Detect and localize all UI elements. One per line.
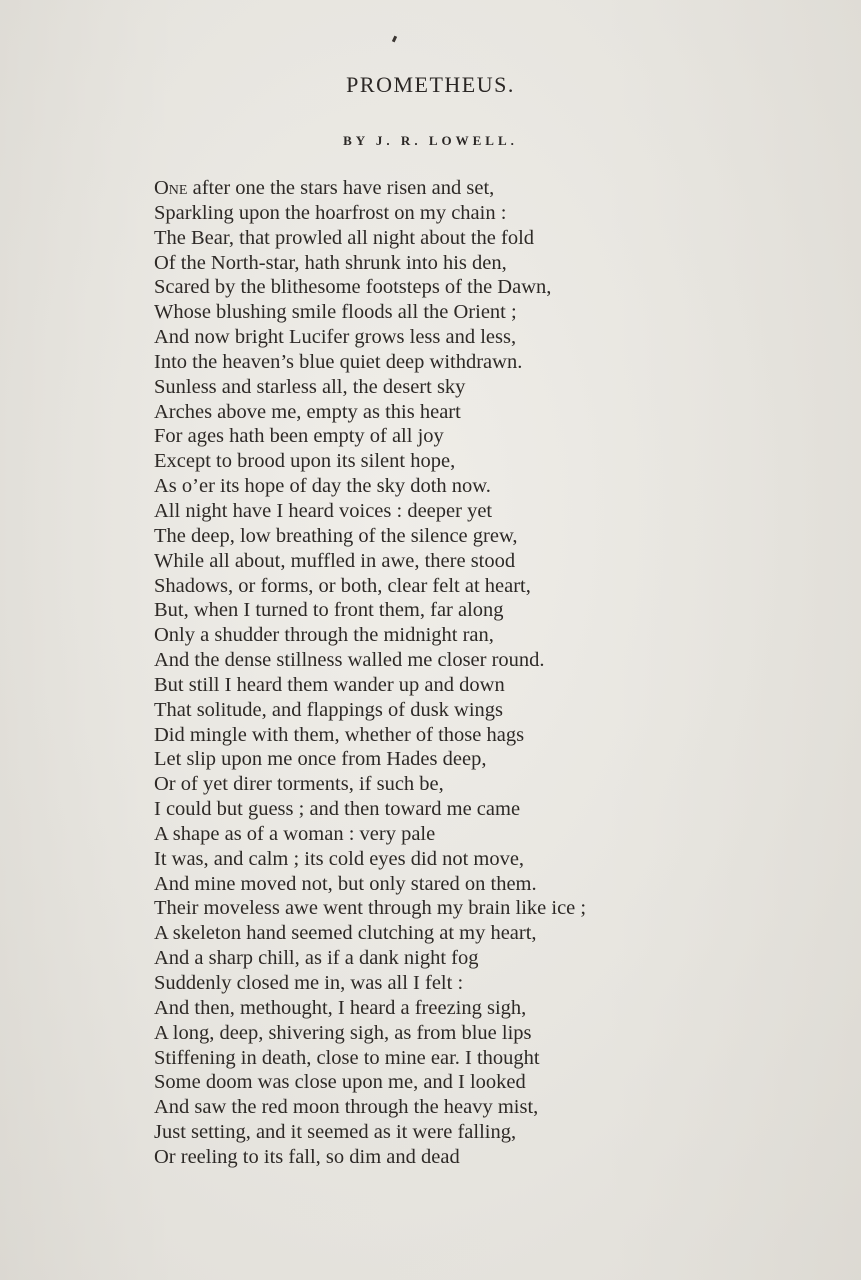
poem-line: But still I heard them wander up and down bbox=[154, 673, 505, 696]
poem-line bbox=[154, 176, 834, 201]
poem-line: Suddenly closed me in, was all I felt : bbox=[154, 972, 464, 994]
poem-line: I could but guess ; and then toward me came bbox=[154, 798, 521, 821]
poem-line: Arches above me, empty as this heart bbox=[154, 400, 461, 423]
poem-line: Whose blushing smile floods all the Orient ; bbox=[154, 301, 517, 324]
poem-line: Only a shudder through the midnight ran, bbox=[154, 624, 494, 647]
poem-title: PROMETHEUS. bbox=[346, 72, 515, 97]
poem-line: Or of yet direr torments, if such be, bbox=[154, 773, 444, 796]
poem-line: While all about, muffled in awe, there stood bbox=[154, 549, 516, 572]
poem-line: As o’er its hope of day the sky doth now. bbox=[154, 475, 491, 498]
first-word: One bbox=[154, 177, 188, 199]
poem-line: All night have I heard voices : deeper yet bbox=[154, 499, 493, 522]
poem-line: But, when I turned to front them, far along bbox=[154, 599, 504, 622]
poem-line: And saw the red moon through the heavy mist, bbox=[154, 1096, 539, 1119]
poem-line: And then, methought, I heard a freezing sigh, bbox=[154, 996, 527, 1019]
poem-line: And a sharp chill, as if a dank night fog bbox=[154, 947, 479, 970]
poem-line: Just setting, and it seemed as it were falling, bbox=[154, 1121, 517, 1144]
poem-line: A long, deep, shivering sigh, as from blue lips bbox=[154, 1021, 532, 1044]
poem-line: A skeleton hand seemed clutching at my heart, bbox=[154, 922, 537, 945]
poem-line: And now bright Lucifer grows less and less, bbox=[154, 326, 517, 349]
poem-line: Shadows, or forms, or both, clear felt at heart, bbox=[154, 574, 531, 597]
poem-body bbox=[154, 176, 834, 1170]
poem-line: Some doom was close upon me, and I looked bbox=[154, 1071, 526, 1094]
poem-line: Let slip upon me once from Hades deep, bbox=[154, 748, 487, 771]
poem-byline: BY J. R. LOWELL. bbox=[343, 133, 518, 148]
poem-line: Their moveless awe went through my brain like ice ; bbox=[154, 897, 587, 920]
first-line-rest: after one the stars have risen and set, bbox=[187, 177, 495, 199]
poem-line: A shape as of a woman : very pale bbox=[154, 822, 436, 845]
poem-line: Into the heaven’s blue quiet deep withdrawn. bbox=[154, 350, 523, 373]
poem-line: Scared by the blithesome footsteps of the Dawn, bbox=[154, 276, 552, 299]
poem-line: That solitude, and flappings of dusk wings bbox=[154, 698, 504, 721]
print-mark bbox=[392, 36, 397, 43]
poem-line: Except to brood upon its silent hope, bbox=[154, 450, 456, 473]
poem-line: Sunless and starless all, the desert sky bbox=[154, 375, 466, 398]
poem-line: Of the North-star, hath shrunk into his den, bbox=[154, 251, 507, 274]
poem-line: Sparkling upon the hoarfrost on my chain : bbox=[154, 201, 507, 224]
poem-line: And the dense stillness walled me closer round. bbox=[154, 649, 545, 672]
poem-line: It was, and calm ; its cold eyes did not move, bbox=[154, 847, 525, 870]
poem-line: The Bear, that prowled all night about the fold bbox=[154, 226, 535, 249]
poem-line: Or reeling to its fall, so dim and dead bbox=[154, 1145, 460, 1168]
poem-line: Stiffening in death, close to mine ear. I thought bbox=[154, 1046, 540, 1069]
poem-line: For ages hath been empty of all joy bbox=[154, 425, 444, 448]
poem-line: The deep, low breathing of the silence grew, bbox=[154, 524, 518, 547]
poem-line: And mine moved not, but only stared on them. bbox=[154, 872, 537, 895]
poem-line: Did mingle with them, whether of those hags bbox=[154, 723, 525, 746]
